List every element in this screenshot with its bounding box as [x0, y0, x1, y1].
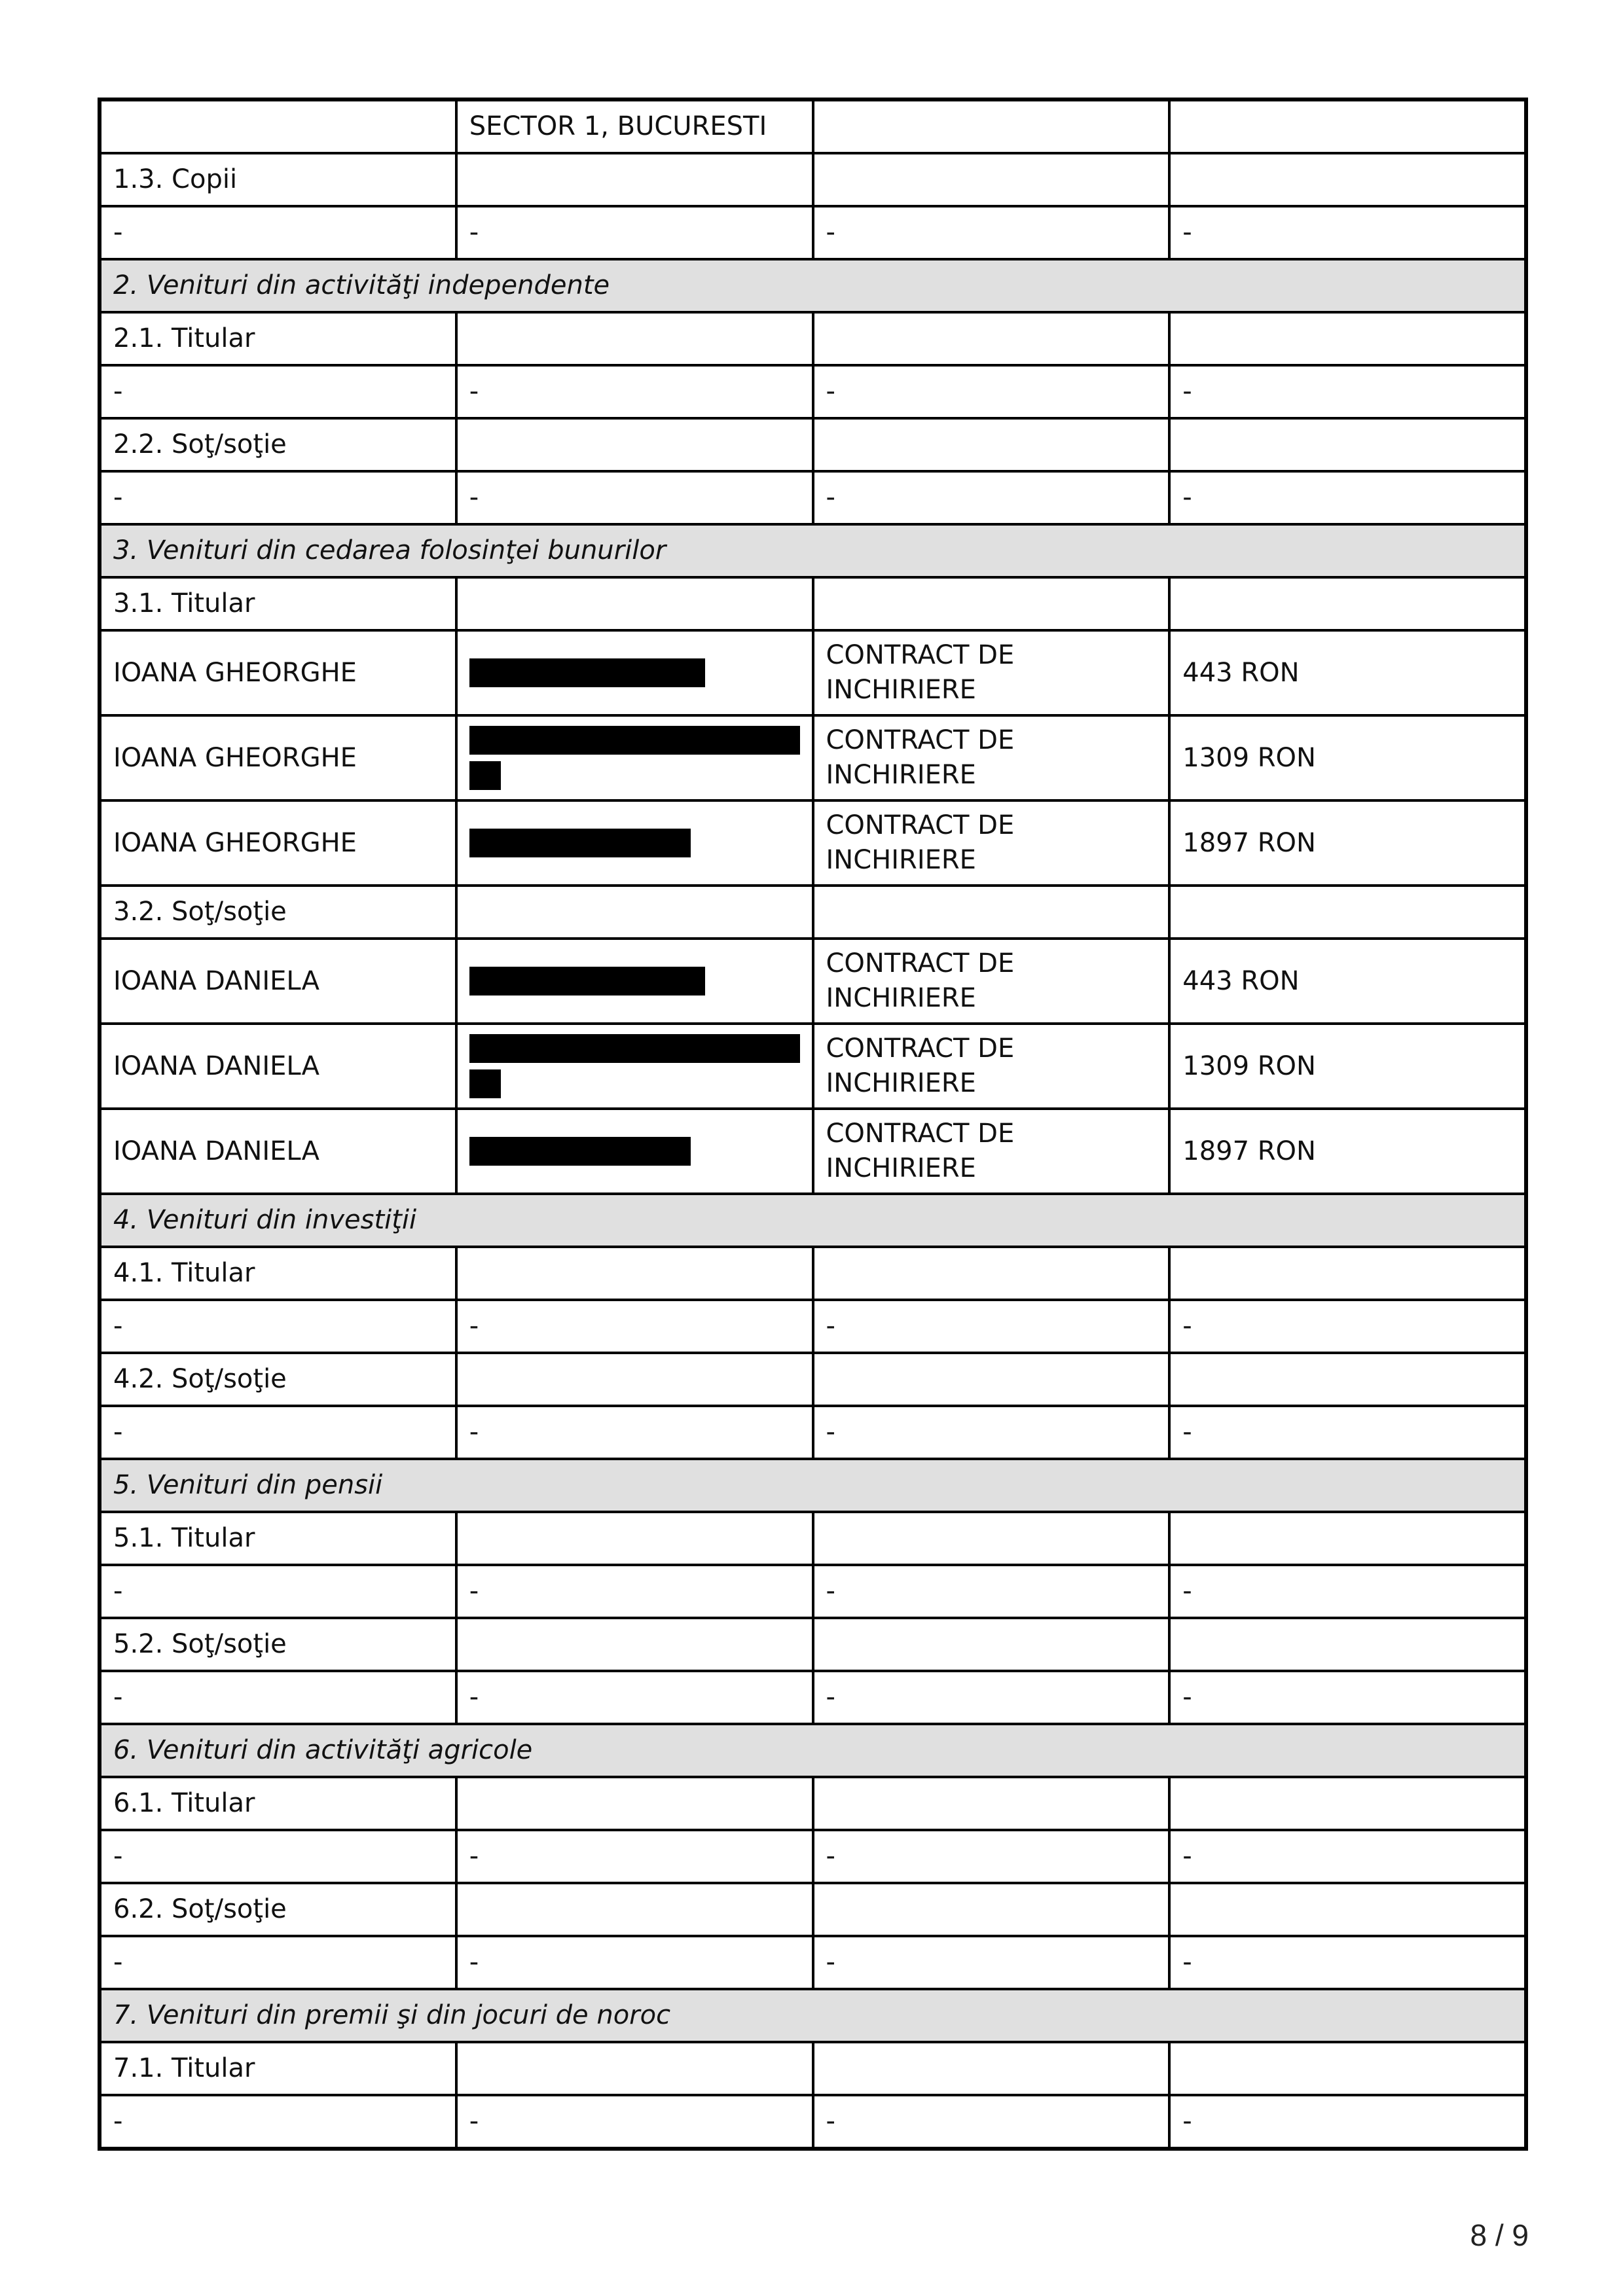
table-cell	[456, 312, 813, 365]
income-row	[100, 939, 1526, 1024]
table-cell	[456, 1883, 813, 1936]
table-row	[100, 1936, 1526, 1989]
table-cell: -	[1169, 1300, 1526, 1353]
table-cell	[100, 99, 456, 153]
table-cell: 2.1. Titular	[100, 312, 456, 365]
income-amount-cell: 443 RON	[1169, 630, 1526, 715]
income-amount-cell: 1309 RON	[1169, 715, 1526, 800]
beneficiary-name-cell: IOANA GHEORGHE	[100, 630, 456, 715]
table-row	[100, 1830, 1526, 1883]
section-header-row	[100, 1724, 1526, 1777]
table-cell	[1169, 1247, 1526, 1300]
table-row	[100, 2095, 1526, 2149]
table-cell: -	[100, 2095, 456, 2149]
income-amount-cell: 1309 RON	[1169, 1024, 1526, 1109]
section-header-row	[100, 1459, 1526, 1512]
table-cell: -	[100, 1300, 456, 1353]
table-row	[100, 1247, 1526, 1300]
income-declaration-table	[98, 98, 1528, 2151]
redaction-bar	[469, 829, 691, 857]
table-cell	[456, 1353, 813, 1406]
section-header-row	[100, 259, 1526, 312]
table-cell	[813, 418, 1170, 471]
section-title: 2. Venituri din activităţi independente	[100, 259, 1526, 312]
redacted-cell	[456, 630, 813, 715]
table-cell: -	[813, 365, 1170, 418]
redacted-cell	[456, 715, 813, 800]
table-cell: -	[813, 1936, 1170, 1989]
table-cell: -	[1169, 471, 1526, 524]
section-title: 5. Venituri din pensii	[100, 1459, 1526, 1512]
income-amount-cell: 1897 RON	[1169, 1109, 1526, 1194]
table-cell	[1169, 577, 1526, 630]
table-cell	[813, 577, 1170, 630]
table-row	[100, 365, 1526, 418]
table-cell: -	[100, 1936, 456, 1989]
table-cell	[813, 99, 1170, 153]
table-cell	[813, 2042, 1170, 2095]
table-cell	[456, 1618, 813, 1671]
beneficiary-name-cell: IOANA DANIELA	[100, 939, 456, 1024]
redacted-cell	[456, 1109, 813, 1194]
table-cell: -	[813, 2095, 1170, 2149]
table-cell: -	[456, 1936, 813, 1989]
table-cell: -	[1169, 1406, 1526, 1459]
income-amount-cell: 443 RON	[1169, 939, 1526, 1024]
table-cell: -	[813, 1565, 1170, 1618]
table-cell	[813, 1883, 1170, 1936]
table-cell: -	[813, 1671, 1170, 1724]
redaction-bar	[469, 1034, 800, 1063]
beneficiary-name-cell: IOANA DANIELA	[100, 1024, 456, 1109]
table-cell	[1169, 1618, 1526, 1671]
beneficiary-name-cell: IOANA DANIELA	[100, 1109, 456, 1194]
table-cell	[813, 312, 1170, 365]
table-cell: -	[456, 206, 813, 259]
table-row	[100, 577, 1526, 630]
table-row	[100, 99, 1526, 153]
table-row	[100, 471, 1526, 524]
table-cell	[456, 886, 813, 939]
table-cell	[1169, 886, 1526, 939]
income-source-cell: CONTRACT DE INCHIRIERE	[813, 1024, 1170, 1109]
redaction-bar	[469, 658, 705, 687]
table-cell	[813, 1618, 1170, 1671]
table-cell: 3.2. Soţ/soţie	[100, 886, 456, 939]
table-cell: -	[1169, 1830, 1526, 1883]
redaction-bar	[469, 761, 501, 790]
table-cell: -	[1169, 2095, 1526, 2149]
table-cell	[456, 418, 813, 471]
section-header-row	[100, 524, 1526, 577]
table-cell	[813, 886, 1170, 939]
table-cell	[456, 577, 813, 630]
table-cell	[1169, 1777, 1526, 1830]
table-cell: -	[1169, 1671, 1526, 1724]
table-cell: -	[813, 1830, 1170, 1883]
table-cell: 6.1. Titular	[100, 1777, 456, 1830]
table-cell	[456, 2042, 813, 2095]
table-row	[100, 1512, 1526, 1565]
income-table-body	[100, 99, 1526, 2149]
table-cell	[813, 1777, 1170, 1830]
table-cell: -	[100, 1671, 456, 1724]
income-source-cell: CONTRACT DE INCHIRIERE	[813, 1109, 1170, 1194]
table-row	[100, 206, 1526, 259]
table-cell: -	[456, 1830, 813, 1883]
income-source-cell: CONTRACT DE INCHIRIERE	[813, 939, 1170, 1024]
table-cell: -	[100, 471, 456, 524]
redaction-bar	[469, 726, 800, 755]
redaction-bar	[469, 1069, 501, 1098]
income-row	[100, 1024, 1526, 1109]
table-cell: -	[1169, 1565, 1526, 1618]
table-row	[100, 153, 1526, 206]
table-row	[100, 1353, 1526, 1406]
table-cell: -	[1169, 365, 1526, 418]
section-title: 4. Venituri din investiţii	[100, 1194, 1526, 1247]
table-cell: -	[100, 365, 456, 418]
table-row	[100, 312, 1526, 365]
table-cell: -	[100, 206, 456, 259]
table-cell	[813, 1512, 1170, 1565]
redacted-cell	[456, 939, 813, 1024]
redacted-cell	[456, 1024, 813, 1109]
table-cell	[1169, 153, 1526, 206]
section-header-row	[100, 1989, 1526, 2042]
table-cell: -	[456, 1671, 813, 1724]
table-row	[100, 1671, 1526, 1724]
beneficiary-name-cell: IOANA GHEORGHE	[100, 800, 456, 886]
table-row	[100, 1300, 1526, 1353]
table-row	[100, 1883, 1526, 1936]
table-cell: -	[100, 1406, 456, 1459]
table-cell: -	[456, 1300, 813, 1353]
table-cell: -	[456, 471, 813, 524]
section-title: 7. Venituri din premii şi din jocuri de noroc	[100, 1989, 1526, 2042]
table-cell	[1169, 418, 1526, 471]
table-row	[100, 1406, 1526, 1459]
table-cell: 5.2. Soţ/soţie	[100, 1618, 456, 1671]
table-cell: 5.1. Titular	[100, 1512, 456, 1565]
table-cell	[1169, 312, 1526, 365]
table-row	[100, 2042, 1526, 2095]
table-cell: SECTOR 1, BUCURESTI	[456, 99, 813, 153]
section-header-row	[100, 1194, 1526, 1247]
beneficiary-name-cell: IOANA GHEORGHE	[100, 715, 456, 800]
table-cell: -	[1169, 1936, 1526, 1989]
table-row	[100, 886, 1526, 939]
table-cell: 4.1. Titular	[100, 1247, 456, 1300]
table-cell: -	[813, 206, 1170, 259]
table-cell	[1169, 1353, 1526, 1406]
table-cell: -	[813, 1300, 1170, 1353]
table-cell	[456, 153, 813, 206]
income-source-cell: CONTRACT DE INCHIRIERE	[813, 800, 1170, 886]
income-row	[100, 800, 1526, 886]
redaction-bar	[469, 967, 705, 996]
table-row	[100, 1618, 1526, 1671]
table-cell	[1169, 1512, 1526, 1565]
redacted-cell	[456, 800, 813, 886]
table-cell	[456, 1247, 813, 1300]
table-cell: -	[456, 2095, 813, 2149]
table-cell	[813, 153, 1170, 206]
table-cell: 2.2. Soţ/soţie	[100, 418, 456, 471]
income-amount-cell: 1897 RON	[1169, 800, 1526, 886]
table-cell	[1169, 99, 1526, 153]
table-cell: 7.1. Titular	[100, 2042, 456, 2095]
table-cell: 6.2. Soţ/soţie	[100, 1883, 456, 1936]
table-row	[100, 418, 1526, 471]
table-cell	[1169, 1883, 1526, 1936]
table-cell: -	[813, 1406, 1170, 1459]
table-cell: -	[456, 1406, 813, 1459]
table-row	[100, 1565, 1526, 1618]
table-cell	[813, 1247, 1170, 1300]
table-cell: 3.1. Titular	[100, 577, 456, 630]
table-cell	[456, 1512, 813, 1565]
section-title: 6. Venituri din activităţi agricole	[100, 1724, 1526, 1777]
table-cell: 4.2. Soţ/soţie	[100, 1353, 456, 1406]
redaction-bar	[469, 1137, 691, 1166]
table-cell: 1.3. Copii	[100, 153, 456, 206]
income-source-cell: CONTRACT DE INCHIRIERE	[813, 715, 1170, 800]
table-cell	[813, 1353, 1170, 1406]
table-cell: -	[100, 1830, 456, 1883]
income-row	[100, 715, 1526, 800]
income-source-cell: CONTRACT DE INCHIRIERE	[813, 630, 1170, 715]
section-title: 3. Venituri din cedarea folosinţei bunurilor	[100, 524, 1526, 577]
table-cell	[1169, 2042, 1526, 2095]
table-row	[100, 1777, 1526, 1830]
income-row	[100, 630, 1526, 715]
table-cell: -	[1169, 206, 1526, 259]
table-cell	[456, 1777, 813, 1830]
table-cell: -	[100, 1565, 456, 1618]
income-row	[100, 1109, 1526, 1194]
page-number: 8 / 9	[1470, 2218, 1529, 2252]
table-cell: -	[456, 1565, 813, 1618]
table-cell: -	[813, 471, 1170, 524]
table-cell: -	[456, 365, 813, 418]
